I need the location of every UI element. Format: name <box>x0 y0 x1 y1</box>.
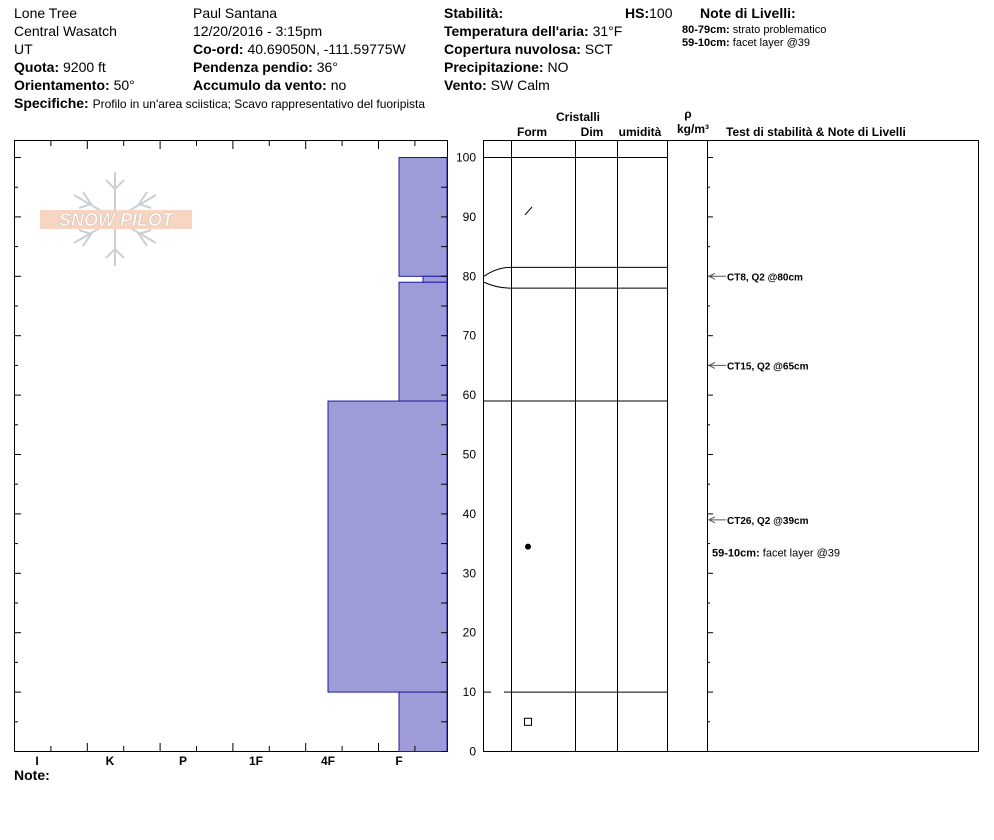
layer-note-label: 59-10cm: facet layer @39 <box>712 547 840 560</box>
range: Central Wasatch <box>14 23 117 39</box>
rho-header: ρ <box>684 107 692 121</box>
elevation-value: 9200 ft <box>63 59 106 75</box>
aspect-label: Orientamento: <box>14 77 110 93</box>
y-tick-label: 90 <box>462 209 476 224</box>
specifics-value: Profilo in un'area sciistica; Scavo rappresentativo del fuoripista <box>92 97 426 111</box>
y-tick-label: 50 <box>462 447 476 462</box>
stability-label: Stabilità: <box>444 5 504 21</box>
crystal-form-symbol <box>525 207 532 215</box>
stability-test-label: CT26, Q2 @39cm <box>727 515 809 527</box>
slope-label: Pendenza pendio: <box>193 59 313 75</box>
y-tick-label: 80 <box>462 269 476 284</box>
layer-boundary-connector <box>484 282 511 288</box>
y-tick-label: 40 <box>462 506 476 521</box>
hardness-scale-label: 4F <box>320 754 336 768</box>
aspect-value: 50° <box>113 77 135 93</box>
sky-value: SCT <box>584 41 613 57</box>
elevation-label: Quota: <box>14 59 60 75</box>
hardness-bar <box>399 692 447 751</box>
layer-boundary-connector <box>484 267 511 276</box>
layer-notes-title: Note di Livelli: <box>700 5 796 21</box>
size-header: Dim <box>580 125 604 139</box>
y-tick-label: 20 <box>462 625 476 640</box>
hardness-bar <box>328 401 447 692</box>
datetime: 12/20/2016 - 3:15pm <box>193 23 323 39</box>
hardness-bar <box>399 158 447 277</box>
location: Lone Tree <box>14 5 78 21</box>
layer-note-range: 59-10cm: <box>682 37 730 49</box>
hardness-scale-label: F <box>395 754 403 768</box>
state: UT <box>14 41 33 57</box>
stability-test-label: CT8, Q2 @80cm <box>727 272 803 284</box>
hardness-bar <box>399 282 447 401</box>
y-tick-label: 0 <box>469 744 476 759</box>
hardness-scale-label: P <box>178 754 188 768</box>
coord-label: Co-ord: <box>193 41 244 57</box>
y-tick-label: 70 <box>462 328 476 343</box>
hs-label: HS: <box>625 5 650 21</box>
notes-label: Note: <box>14 767 50 783</box>
y-tick-label: 10 <box>462 685 476 700</box>
snow-pilot-logo <box>40 172 192 266</box>
precip-value: NO <box>547 59 569 75</box>
sky-label: Copertura nuvolosa: <box>444 41 581 57</box>
hardness-scale-label: K <box>105 754 115 768</box>
form-header: Form <box>517 125 547 139</box>
hardness-bar <box>423 276 447 282</box>
specifics-label: Specifiche: <box>14 95 89 111</box>
wind-loading-value: no <box>330 77 347 93</box>
density-unit-header: kg/m³ <box>676 122 709 136</box>
y-tick-label: 30 <box>462 566 476 581</box>
layer-note-text: facet layer @39 <box>732 37 810 49</box>
hardness-scale-label: I <box>35 754 39 768</box>
air-temp-label: Temperatura dell'aria: <box>444 23 589 39</box>
crystal-form-symbol <box>525 718 532 725</box>
coord-value: 40.69050N, -111.59775W <box>247 41 406 57</box>
tests-notes-header: Test di stabilità & Note di Livelli <box>726 125 906 139</box>
crystal-table-frame <box>484 141 979 752</box>
precip-label: Precipitazione: <box>444 59 544 75</box>
crystals-header: Cristalli <box>555 110 600 124</box>
stability-test-label: CT15, Q2 @65cm <box>727 361 809 373</box>
crystal-form-symbol <box>525 544 531 550</box>
slope-value: 36° <box>316 59 338 75</box>
wind-loading-label: Accumulo da vento: <box>193 77 327 93</box>
y-tick-label: 60 <box>462 388 476 403</box>
moisture-header: umidità <box>618 125 662 139</box>
observer: Paul Santana <box>193 5 278 21</box>
wind-label: Vento: <box>444 77 487 93</box>
air-temp-value: 31°F <box>592 23 623 39</box>
wind-value: SW Calm <box>490 77 550 93</box>
hs-value: 100 <box>649 5 673 21</box>
layer-note-range: 80-79cm: <box>682 24 730 36</box>
y-tick-label: 100 <box>455 150 476 165</box>
logo-text: SNOW PILOT <box>59 210 173 230</box>
hardness-scale-label: 1F <box>248 754 264 768</box>
layer-note-text: strato problematico <box>732 24 827 36</box>
